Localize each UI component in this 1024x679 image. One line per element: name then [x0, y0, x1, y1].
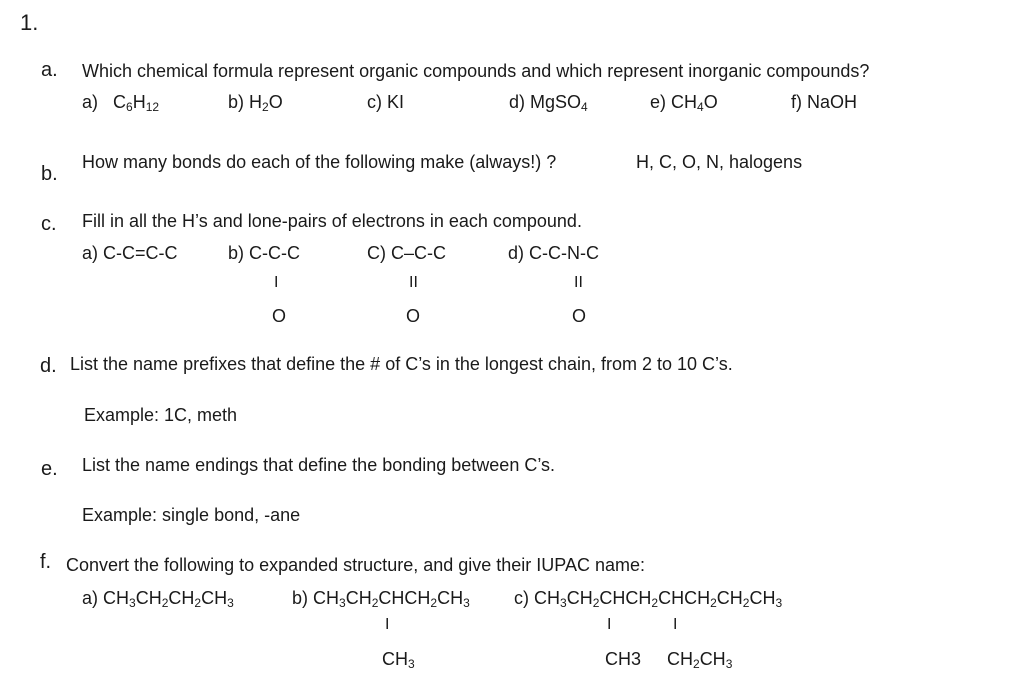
formula-c: c) KI: [367, 92, 405, 112]
condensed-formula-a: a) $CH_3CH_2CH_2CH_3$: [82, 588, 234, 610]
structure-c-double-bond: II: [409, 274, 418, 291]
part-a-label: a.: [41, 59, 58, 81]
condensed-formula-b: b) $CH_3CH_2CHCH_2CH_3$: [292, 588, 470, 610]
structure-d: d) C-C-N-C: [508, 243, 599, 263]
formula-c-branch-bond-2: I: [673, 616, 678, 633]
formula-e: e) $CH_4O$: [650, 92, 718, 114]
part-d-prompt: List the name prefixes that define the # of C’s in the longest chain, from 2 to 10 C’s.: [70, 354, 733, 374]
part-e-example: Example: single bond, -ane: [82, 505, 301, 525]
formula-b-branch-methyl: $CH_3$: [382, 649, 415, 671]
part-f-prompt: Convert the following to expanded structure, and give their IUPAC name:: [66, 555, 645, 575]
formula-d: d) MgSO$_4$: [509, 92, 588, 114]
formula-b-branch-bond: I: [385, 616, 390, 633]
structure-b-oxygen: O: [272, 306, 287, 326]
structure-b: b) C-C-C: [228, 243, 300, 263]
part-f-label: f.: [40, 551, 52, 573]
formula-b: b) $H_2O$: [228, 92, 283, 114]
part-e-label: e.: [41, 458, 58, 480]
part-e-prompt: List the name endings that define the bonding between C’s.: [82, 455, 556, 475]
structure-a: a) C-C=C-C: [82, 243, 178, 263]
part-b-elements: H, C, O, N, halogens: [636, 152, 803, 172]
structure-d-oxygen: O: [572, 306, 587, 326]
part-c-label: c.: [41, 213, 57, 235]
formula-a: a) $C_6H_{12}$: [82, 92, 160, 114]
part-a-prompt: Which chemical formula represent organic compounds and which represent inorganic compounds?: [82, 61, 870, 81]
part-d-label: d.: [40, 355, 57, 377]
part-b-prompt: How many bonds do each of the following make (always!) ?: [82, 152, 557, 172]
formula-c-branch-methyl: CH3: [605, 649, 642, 669]
formula-f: f) NaOH: [791, 92, 858, 112]
question-number: 1.: [20, 10, 39, 35]
structure-d-double-bond: II: [574, 274, 583, 291]
structure-b-single-bond: I: [274, 274, 279, 291]
structure-c: C) C–C-C: [367, 243, 446, 263]
part-d-example: Example: 1C, meth: [84, 405, 238, 425]
formula-c-branch-ethyl: $CH_2CH_3$: [667, 649, 733, 671]
condensed-formula-c: c) $CH_3CH_2CHCH_2CHCH_2CH_2CH_3$: [514, 588, 783, 610]
part-b-label: b.: [41, 163, 58, 185]
part-c-prompt: Fill in all the H’s and lone-pairs of electrons in each compound.: [82, 211, 582, 231]
formula-c-branch-bond-1: I: [607, 616, 612, 633]
structure-c-oxygen: O: [406, 306, 421, 326]
